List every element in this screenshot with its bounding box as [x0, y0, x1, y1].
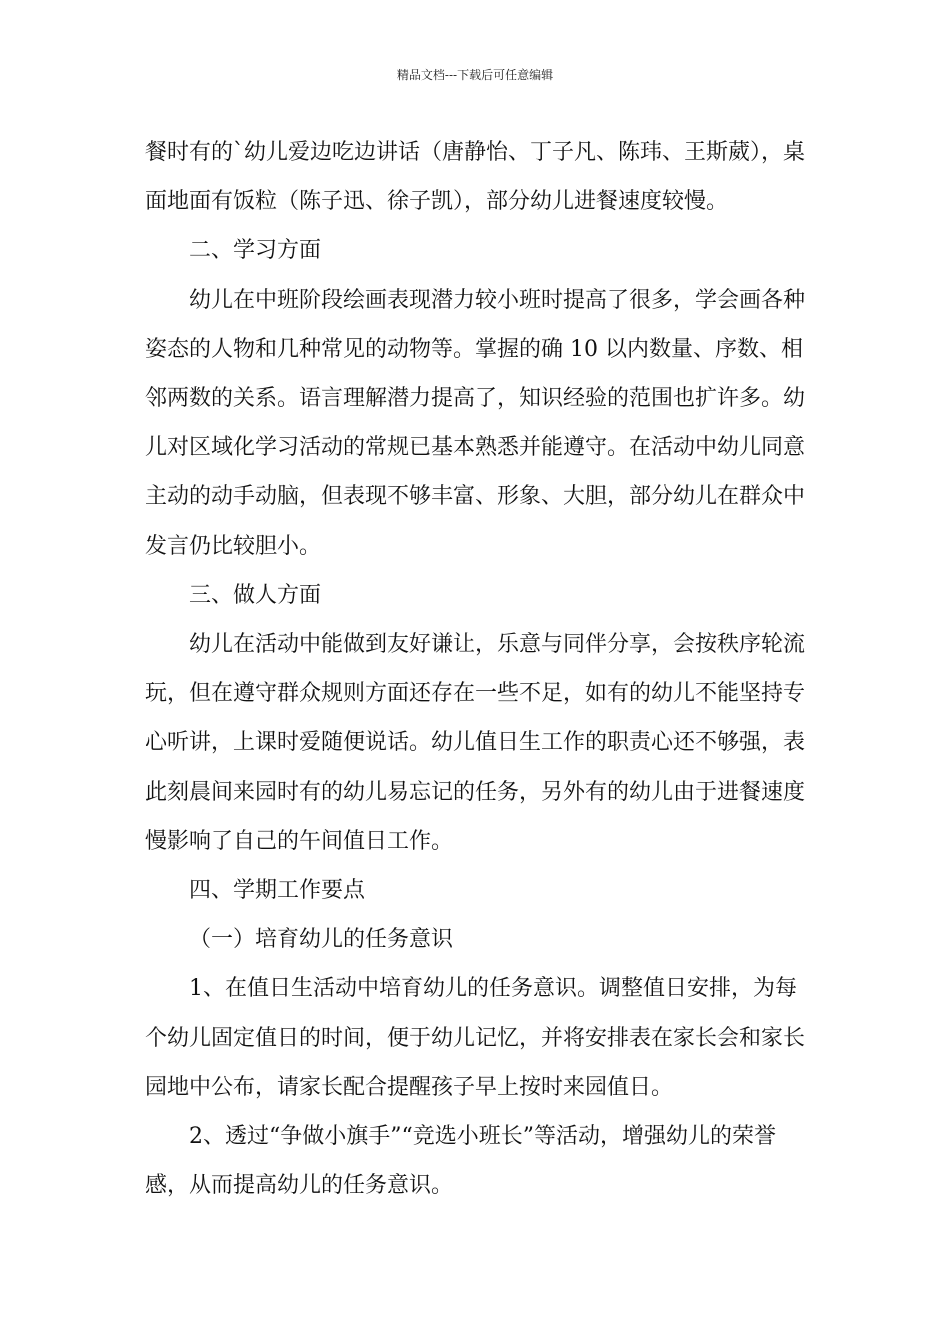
- heading-learning: 二、学习方面: [189, 238, 322, 264]
- subheading-task-awareness: （一）培育幼儿的任务意识: [189, 927, 454, 953]
- heading-work-points: 四、学期工作要点: [189, 878, 366, 904]
- paragraph-behavior: 幼儿在活动中能做到友好谦让，乐意与同伴分享，会按秩序轮流玩，但在遵守群众规则方面还存在一些不足，如有的幼儿不能坚持专心听讲，上课时爱随便说话。幼儿值日生工作的职责心还不够强，表此刻晨间来园时有的幼儿易忘记的任务，另外有的幼儿由于进餐速度慢影响了自己的午间值日工作。: [145, 632, 806, 854]
- paragraph-item-1: 1、在值日生活动中培育幼儿的任务意识。调整值日安排，为每个幼儿固定值日的时间，便于幼儿记忆，并将安排表在家长会和家长园地中公布，请家长配合提醒孩子早上按时来园值日。: [145, 976, 806, 1100]
- heading-behavior: 三、做人方面: [189, 582, 322, 608]
- page-header: 精品文档---下载后可任意编辑: [396, 68, 554, 82]
- paragraph-item-2: 2、透过“争做小旗手”“竞选小班长”等活动，增强幼儿的荣誉感，从而提高幼儿的任务意识。: [145, 1124, 776, 1199]
- document-body: [145, 128, 810, 1210]
- paragraph-mealtime: 餐时有的`幼儿爱边吃边讲话（唐静怡、丁子凡、陈玮、王斯葳），桌面地面有饭粒（陈子迅、徐子凯），部分幼儿进餐速度较慢。: [145, 140, 806, 215]
- paragraph-learning: 幼儿在中班阶段绘画表现潜力较小班时提高了很多，学会画各种姿态的人物和几种常见的动物等。掌握的确 10 以内数量、序数、相邻两数的关系。语言理解潜力提高了，知识经验的范围也扩许多。幼儿对区域化学习活动的常规已基本熟悉并能遵守。在活动中幼儿同意主动的动手动脑，但表现不够丰富、形象、大胆，部分幼儿在群众中发言仍比较胆小。: [145, 287, 806, 559]
